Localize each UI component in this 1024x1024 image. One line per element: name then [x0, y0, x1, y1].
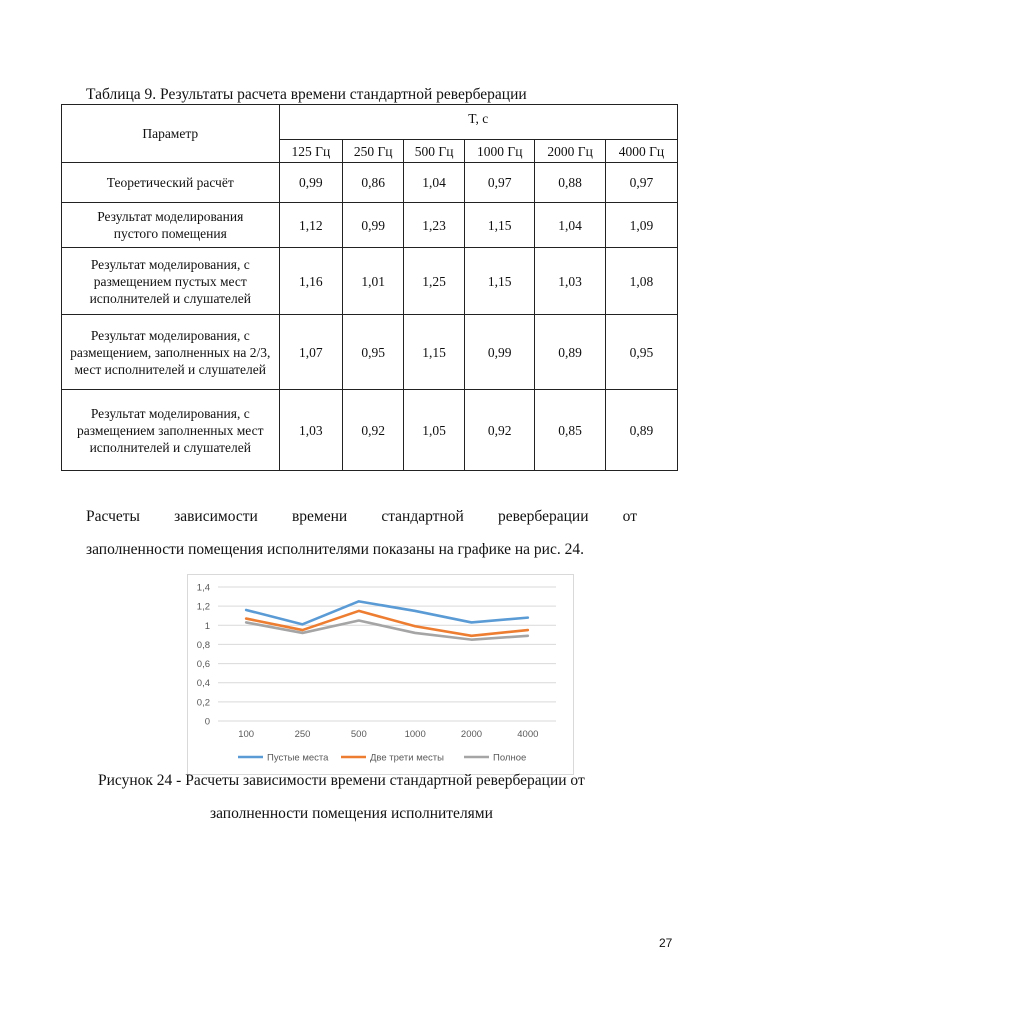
- param-header: Параметр: [62, 105, 280, 163]
- freq-header: 500 Гц: [404, 140, 465, 163]
- paragraph-word: стандартной: [381, 508, 464, 525]
- y-tick-label: 0,6: [196, 659, 210, 671]
- cell-value: 1,04: [535, 203, 605, 248]
- x-tick-label: 500: [350, 729, 367, 740]
- cell-value: 1,05: [404, 390, 465, 471]
- paragraph-line-1: [86, 508, 637, 526]
- cell-value: 1,04: [404, 163, 465, 203]
- cell-value: 1,15: [404, 315, 465, 390]
- x-tick-label: 100: [238, 729, 255, 740]
- paragraph-word: реверберации: [497, 508, 589, 525]
- paragraph-line-2: заполненности помещения исполнителями показаны на графике на рис. 24.: [86, 541, 584, 558]
- cell-value: 0,92: [465, 390, 535, 471]
- y-tick-label: 0,8: [196, 639, 210, 651]
- x-tick-label: 4000: [517, 729, 539, 740]
- y-tick-label: 0,2: [196, 697, 210, 709]
- table-row: [62, 203, 678, 248]
- y-tick-label: 1,2: [196, 601, 210, 613]
- legend-label: Полное: [493, 752, 527, 764]
- cell-value: 0,99: [279, 163, 343, 203]
- legend-label: Пустые места: [267, 752, 329, 764]
- row-label: Результат моделирования, с размещением пустых мест исполнителей и слушателей: [62, 248, 280, 315]
- x-tick-label: 1000: [404, 729, 426, 740]
- page-number: 27: [659, 936, 673, 950]
- paragraph-word: зависимости: [174, 508, 258, 525]
- cell-value: 1,09: [605, 203, 677, 248]
- legend-label: Две трети месты: [370, 752, 444, 764]
- cell-value: 1,12: [279, 203, 343, 248]
- reverberation-chart: [187, 574, 574, 775]
- cell-value: 1,08: [605, 248, 677, 315]
- paragraph-word: Расчеты: [86, 508, 140, 525]
- cell-value: 0,95: [343, 315, 404, 390]
- row-label: Теоретический расчёт: [62, 163, 280, 203]
- chart-svg: [188, 575, 573, 774]
- figure-caption-line-2: заполненности помещения исполнителями: [210, 805, 493, 822]
- row-label: Результат моделирования, с размещением заполненных мест исполнителей и слушателей: [62, 390, 280, 471]
- table-row: [62, 315, 678, 390]
- freq-header: 4000 Гц: [605, 140, 677, 163]
- cell-value: 1,03: [279, 390, 343, 471]
- cell-value: 0,99: [465, 315, 535, 390]
- cell-value: 1,15: [465, 248, 535, 315]
- t-header: T, с: [279, 105, 677, 140]
- paragraph-word: от: [622, 508, 637, 525]
- paragraph-word: времени: [291, 508, 348, 525]
- table-caption: Таблица 9. Результаты расчета времени стандартной реверберации: [86, 86, 527, 103]
- cell-value: 0,86: [343, 163, 404, 203]
- cell-value: 1,03: [535, 248, 605, 315]
- table-row: [62, 390, 678, 471]
- table-row: [62, 163, 678, 203]
- x-tick-label: 250: [294, 729, 311, 740]
- cell-value: 0,88: [535, 163, 605, 203]
- cell-value: 1,07: [279, 315, 343, 390]
- table-row: [62, 248, 678, 315]
- y-tick-label: 1: [204, 620, 210, 632]
- series-line: [246, 601, 528, 624]
- freq-header: 250 Гц: [343, 140, 404, 163]
- row-label: Результат моделирования, с размещением, заполненных на 2/3, мест исполнителей и слушателей: [62, 315, 280, 390]
- figure-caption-line-1: Рисунок 24 - Расчеты зависимости времени стандартной реверберации от: [98, 772, 585, 789]
- cell-value: 0,85: [535, 390, 605, 471]
- freq-header: 1000 Гц: [465, 140, 535, 163]
- y-tick-label: 0,4: [196, 678, 210, 690]
- results-table: [61, 104, 678, 471]
- row-label: Результат моделирования пустого помещения: [62, 203, 280, 248]
- y-tick-label: 1,4: [196, 582, 210, 594]
- freq-header: 125 Гц: [279, 140, 343, 163]
- cell-value: 0,89: [605, 390, 677, 471]
- cell-value: 0,99: [343, 203, 404, 248]
- cell-value: 0,97: [605, 163, 677, 203]
- cell-value: 1,01: [343, 248, 404, 315]
- cell-value: 0,95: [605, 315, 677, 390]
- cell-value: 1,23: [404, 203, 465, 248]
- freq-header: 2000 Гц: [535, 140, 605, 163]
- cell-value: 0,97: [465, 163, 535, 203]
- cell-value: 1,25: [404, 248, 465, 315]
- y-tick-label: 0: [204, 716, 210, 728]
- cell-value: 1,16: [279, 248, 343, 315]
- cell-value: 0,89: [535, 315, 605, 390]
- series-line: [246, 611, 528, 636]
- x-tick-label: 2000: [460, 729, 483, 740]
- cell-value: 0,92: [343, 390, 404, 471]
- cell-value: 1,15: [465, 203, 535, 248]
- series-line: [246, 621, 528, 640]
